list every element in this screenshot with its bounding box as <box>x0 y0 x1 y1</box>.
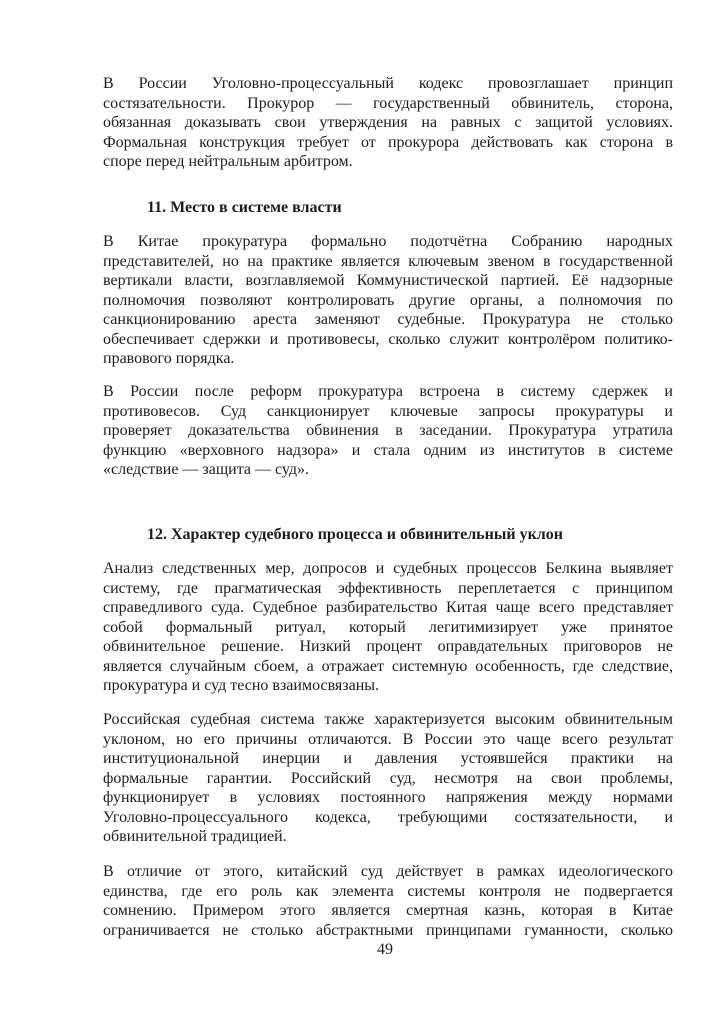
paragraph <box>103 232 673 369</box>
text-line: институциональной инерции и давления устоявшейся практики на <box>103 750 673 767</box>
text-line: Российская судебная система также характеризуется высоким обвинительным <box>103 711 673 728</box>
paragraph <box>103 862 673 940</box>
text-line: справедливого суда. Судебное разбирательство Китая чаще всего представляет <box>103 599 673 616</box>
text-line: санкционированию ареста заменяют судебные. Прокуратура не столько <box>103 311 673 328</box>
text-line: противовесов. Суд санкционирует ключевые запросы прокуратуры и <box>103 402 673 420</box>
paragraph <box>103 710 673 847</box>
text-line: обеспечивает сдержки и противовесы, сколько служит контролёром политико- <box>103 330 673 348</box>
text-line: «следствие — защита — суд». <box>103 461 310 478</box>
text-line: ограничивается не столько абстрактными принципами гуманности, сколько <box>103 921 673 939</box>
text-line: систему, где прагматическая эффективность переплетается с принципом <box>103 579 673 597</box>
paragraph <box>103 559 673 696</box>
text-line: собой формальный ритуал, который легитимизирует уже принятое <box>103 618 673 636</box>
text-line: В России Уголовно-процессуальный кодекс провозглашает принцип <box>103 75 673 92</box>
text-line: представителей, но на практике является ключевым звеном в государственной <box>103 252 673 270</box>
text-line: споре перед нейтральным арбитром. <box>103 153 353 170</box>
text-line: Анализ следственных мер, допросов и судебных процессов Белкина выявляет <box>103 560 673 577</box>
text-line: сомнению. Примером этого является смертная казнь, которая в Китае <box>103 902 673 919</box>
text-line: Формальная конструкция требует от прокурора действовать как сторона в <box>103 133 673 151</box>
text-line: проверяет доказательства обвинения в заседании. Прокуратура утратила <box>103 422 673 439</box>
page-number: 49 <box>377 941 393 958</box>
text-line: Уголовно-процессуального кодекса, требующими состязательности, и <box>103 808 673 826</box>
text-line: состязательности. Прокурор — государственный обвинитель, сторона, <box>103 94 673 112</box>
text-line: функцию «верховного надзора» и стала одним из институтов в системе <box>103 441 673 459</box>
text-line: уклоном, но его причины отличаются. В России это чаще всего результат <box>103 730 673 748</box>
text-line: полномочия позволяют контролировать другие органы, а полномочия по <box>103 291 673 309</box>
text-line: В отличие от этого, китайский суд действует в рамках идеологического <box>103 863 673 880</box>
section-heading: 11. Место в системе власти <box>147 199 342 216</box>
text-line: правового порядка. <box>103 350 235 367</box>
text-line: функционирует в условиях постоянного напряжения между нормами <box>103 789 673 806</box>
text-line: обязанная доказывать свои утверждения на равных с защитой условиях. <box>103 114 673 131</box>
text-line: В России после реформ прокуратура встроена в систему сдержек и <box>103 383 673 400</box>
text-line: прокуратура и суд тесно взаимосвязаны. <box>103 677 380 694</box>
paragraph <box>103 382 673 480</box>
text-line: единства, где его роль как элемента системы контроля не подвергается <box>103 882 673 900</box>
text-line: формальные гарантии. Российский суд, несмотря на свои проблемы, <box>103 769 673 787</box>
text-line: вертикали власти, возглавляемой Коммунистической партией. Её надзорные <box>103 272 673 289</box>
text-line: обвинительное решение. Низкий процент оправдательных приговоров не <box>103 638 673 655</box>
text-line: является случайным сбоем, а отражает системную особенность, где следствие, <box>103 657 673 675</box>
text-line: обвинительной традицией. <box>103 828 287 845</box>
text-line: В Китае прокуратура формально подотчётна Собранию народных <box>103 233 673 250</box>
document-page <box>103 74 673 940</box>
paragraph <box>103 74 673 172</box>
section-heading: 12. Характер судебного процесса и обвинительный уклон <box>147 526 563 543</box>
